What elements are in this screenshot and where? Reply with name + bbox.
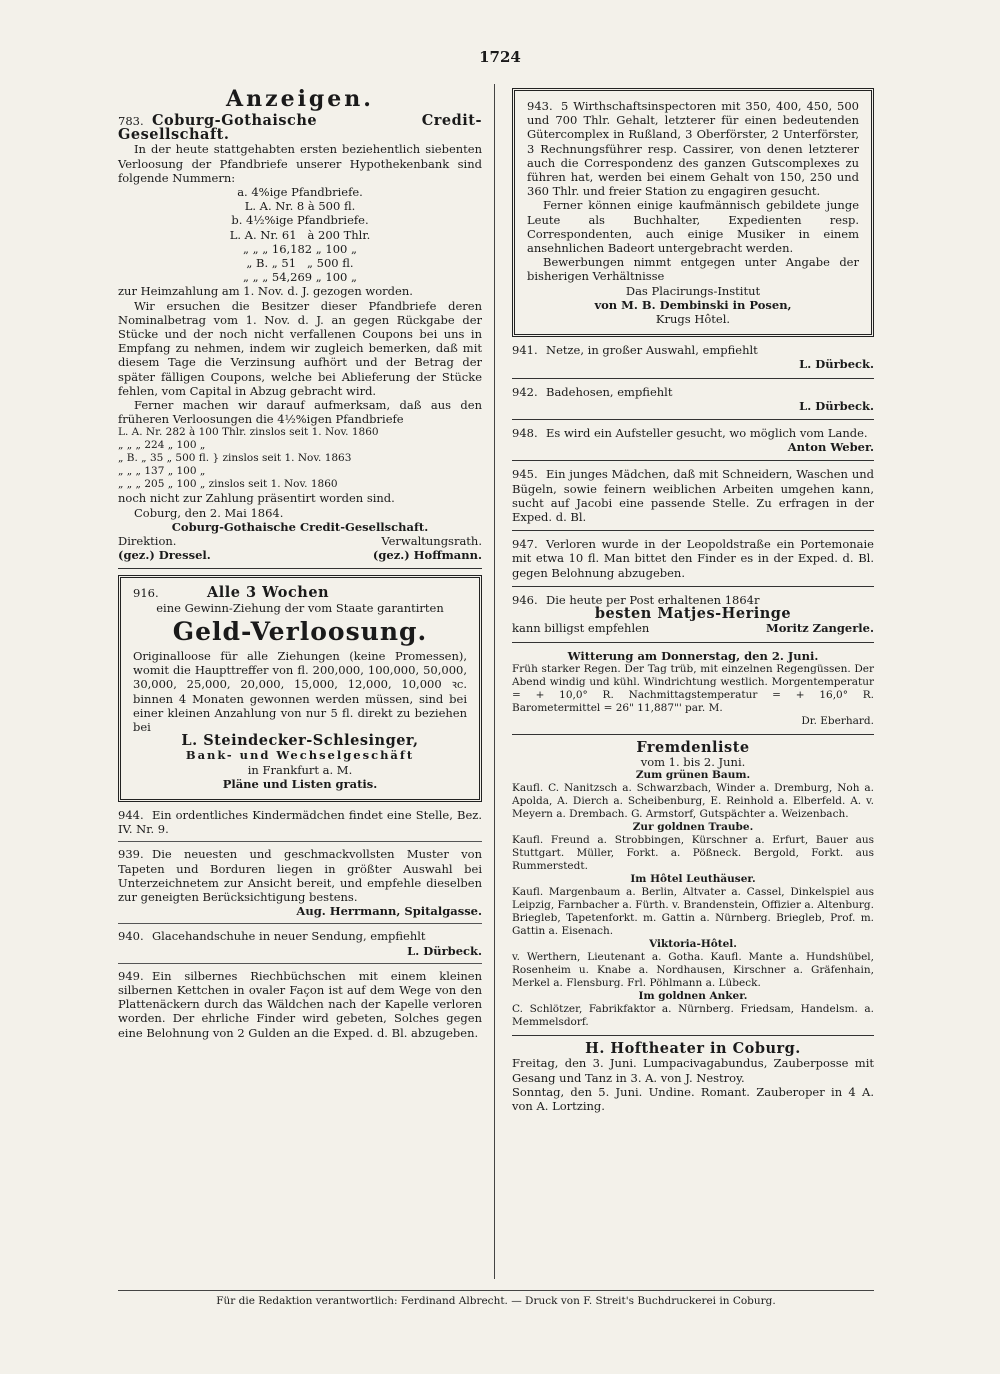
ad-signature: Das Placirungs-Institut bbox=[625, 283, 761, 298]
section-heading: Anzeigen. bbox=[226, 86, 374, 112]
ad-text: Wir ersuchen die Besitzer dieser Pfandbriefe deren Nominalbetrag vom 1. Nov. d. J. an gegen Rückgabe der Stücke und der noch nicht verfallenen Coupons bei uns in Empfang zu nehmen, indem wir zugleich bemerken, daß mit diesem Tage die Verzinsung aufhört und der Betrag der später fälligen Coupons, welche bei Ablieferung der Stücke fehlen, vom Capital in Abzug gebracht wird. bbox=[118, 298, 482, 398]
ad-number: 783. bbox=[118, 114, 144, 128]
divider bbox=[118, 963, 482, 964]
ad-text: noch nicht zur Zahlung präsentirt worden sind. bbox=[118, 491, 395, 506]
bond-line: L. A. Nr. 61 à 200 Thlr. bbox=[229, 227, 371, 242]
bond-line: „ „ „ 224 „ 100 „ bbox=[118, 439, 206, 452]
bond-line: „ „ „ 54,269 „ 100 „ bbox=[243, 270, 357, 285]
divider bbox=[118, 568, 482, 569]
left-column bbox=[118, 84, 482, 1040]
ad-text: Es wird ein Aufsteller gesucht, wo möglich vom Lande. bbox=[546, 426, 868, 441]
theater-program bbox=[512, 1042, 874, 1113]
bond-line: „ B. „ 35 „ 500 fl. } zinslos seit 1. Nov. 1863 bbox=[118, 452, 352, 465]
ad-number: 946. bbox=[512, 592, 538, 607]
signature-role: Direktion. bbox=[118, 534, 177, 549]
divider bbox=[512, 460, 874, 461]
ad-783 bbox=[118, 114, 482, 562]
guest-list-title: Fremdenliste bbox=[636, 738, 750, 756]
column-divider bbox=[494, 84, 495, 1279]
firm-city: in Frankfurt a. M. bbox=[247, 762, 353, 777]
bond-class-a: a. 4%ige Pfandbriefe. bbox=[237, 185, 363, 200]
ad-number: 943. bbox=[527, 99, 553, 113]
bond-line: „ „ „ 16,182 „ 100 „ bbox=[243, 241, 357, 256]
ad-signature: L. Dürbeck. bbox=[407, 943, 482, 958]
ad-text: Die heute per Post erhaltenen 1864r bbox=[546, 592, 760, 607]
ad-946 bbox=[512, 593, 874, 636]
ad-signature: L. Dürbeck. bbox=[799, 357, 874, 372]
ad-signature: Aug. Herrmann, Spitalgasse. bbox=[296, 904, 482, 919]
divider bbox=[512, 642, 874, 643]
imprint-footer: Für die Redaktion verantwortlich: Ferdinand Albrecht. — Druck von F. Streit's Buchdruckerei in Coburg. bbox=[118, 1290, 874, 1307]
divider bbox=[512, 734, 874, 735]
bond-line: L. A. Nr. 8 à 500 fl. bbox=[244, 199, 356, 214]
divider bbox=[512, 586, 874, 587]
ad-941 bbox=[512, 343, 874, 371]
signature-role: Verwaltungsrath. bbox=[381, 534, 482, 549]
hotel-name: Im Hôtel Leuthäuser. bbox=[630, 873, 756, 886]
ad-text: Glacehandschuhe in neuer Sendung, empfiehlt bbox=[152, 929, 426, 944]
signature-roles bbox=[118, 534, 482, 548]
ad-number: 940. bbox=[118, 929, 144, 944]
ad-number: 945. bbox=[512, 467, 538, 482]
hotel-guests: C. Schlötzer, Fabrikfaktor a. Nürnberg. Friedsam, Handelsm. a. Memmelsdorf. bbox=[512, 1003, 874, 1029]
theater-line: Sonntag, den 5. Juni. Undine. Romant. Zauberoper in 4 A. von A. Lortzing. bbox=[512, 1084, 874, 1113]
bond-line: „ B. „ 51 „ 500 fl. bbox=[246, 256, 354, 271]
ad-number: 947. bbox=[512, 537, 538, 552]
divider bbox=[512, 378, 874, 379]
ad-945 bbox=[512, 467, 874, 524]
ad-text: Verloren wurde in der Leopoldstraße ein Portemonaie mit etwa 10 fl. Man bittet den Finder es in der Exped. d. Bl. gegen Belohnung abzugeben. bbox=[512, 537, 874, 580]
ad-signature: Moritz Zangerle. bbox=[766, 621, 874, 636]
ad-text: eine Gewinn-Ziehung der vom Staate garantirten bbox=[156, 600, 444, 615]
hotel-guests: Kaufl. C. Nanitzsch a. Schwarzbach, Winder a. Dremburg, Noh a. Apolda, A. Dierch a. Scheibenburg, E. Reinhold a. Elberfeld. A. v. Meyern a. Drembach. G. Armstorf, Gutspächter a. Weizenbach. bbox=[512, 782, 874, 821]
divider bbox=[512, 1035, 874, 1036]
ad-947 bbox=[512, 537, 874, 580]
ad-text: Bewerbungen nimmt entgegen unter Angabe der bisherigen Verhältnisse bbox=[527, 255, 859, 284]
ad-number: 944. bbox=[118, 807, 144, 822]
bond-line: „ „ „ 137 „ 100 „ bbox=[118, 465, 206, 478]
ad-text: zur Heimzahlung am 1. Nov. d. J. gezogen worden. bbox=[118, 284, 413, 299]
ad-number: 939. bbox=[118, 847, 144, 862]
ad-number: 949. bbox=[118, 968, 144, 983]
ad-text: kann billigst empfehlen bbox=[512, 621, 650, 636]
ad-signature: Krugs Hôtel. bbox=[655, 312, 731, 327]
ad-940 bbox=[118, 929, 482, 957]
ad-number: 941. bbox=[512, 343, 538, 358]
ad-text: Ferner machen wir darauf aufmerksam, daß aus den früheren Verloosungen die 4½%igen Pfandbriefe bbox=[118, 398, 482, 427]
ad-944 bbox=[118, 808, 482, 836]
ad-text: In der heute stattgehabten ersten beziehentlich siebenten Verloosung der Pfandbriefe unserer Hypothekenbank sind folgende Nummern: bbox=[118, 142, 482, 185]
ad-footer-row bbox=[512, 621, 874, 635]
ad-note: Pläne und Listen gratis. bbox=[222, 776, 378, 791]
divider bbox=[118, 923, 482, 924]
signature-name: (gez.) Dressel. bbox=[118, 548, 211, 563]
hotel-name: Zum grünen Baum. bbox=[635, 769, 751, 782]
ad-signature: von M. B. Dembinski in Posen, bbox=[594, 297, 792, 312]
bond-line: „ „ „ 205 „ 100 „ zinslos seit 1. Nov. 1860 bbox=[118, 478, 338, 491]
ad-948 bbox=[512, 426, 874, 454]
ad-number: 916. bbox=[133, 586, 159, 601]
ad-943-box bbox=[512, 88, 874, 337]
divider bbox=[118, 841, 482, 842]
page-number: 1724 bbox=[479, 48, 521, 66]
ad-text: Ein silbernes Riechbüchschen mit einem kleinen silbernen Kettchen in ovaler Façon ist auf dem Wege von den Plattenäckern durch das Wäldchen nach der Kapelle verloren worden. Der ehrliche Finder wird gebeten, Solches gegen eine Belohnung von 2 Gulden an die Exped. d. Bl. abzugeben. bbox=[118, 968, 482, 1040]
hotel-name: Im goldnen Anker. bbox=[638, 990, 748, 1003]
weather-title: Witterung am Donnerstag, den 2. Juni. bbox=[567, 648, 819, 663]
ad-number: 948. bbox=[512, 426, 538, 441]
ad-signature: L. Dürbeck. bbox=[799, 398, 874, 413]
hotel-name: Zur goldnen Traube. bbox=[632, 821, 754, 834]
ad-939 bbox=[118, 847, 482, 918]
hotel-name: Viktoria-Hôtel. bbox=[649, 938, 737, 951]
hotel-guests: Kaufl. Freund a. Strobbingen, Kürschner a. Erfurt, Bauer aus Stuttgart. Müller, Forkt. a. Pößneck. Bergold, Forkt. aus Rummerstedt. bbox=[512, 834, 874, 873]
ad-text: 5 Wirthschaftsinspectoren mit 350, 400, 450, 500 und 700 Thlr. Gehalt, letzterer für einen bedeutenden Gütercomplex in Rußland, 3 Oberförster, 2 Unterförster, 3 Rechnungsführer resp. Cassirer, von denen letzterer auch die Correspondenz des ganzen Gutscomplexes zu führen hat, werden bei einem Gehalt von 150, 250 und 360 Thlr. und freier Station zu engagiren gesucht. bbox=[527, 99, 859, 199]
guest-list-dates: vom 1. bis 2. Juni. bbox=[640, 754, 746, 769]
ad-text: Badehosen, empfiehlt bbox=[546, 384, 673, 399]
ad-text: Die neuesten und geschmackvollsten Muster von Tapeten und Borduren liegen in größter Auswahl bei Unterzeichnetem zur Ansicht bereit, und empfehle dieselben zur geneigten Berücksichtigung bestens. bbox=[118, 847, 482, 904]
signature-names bbox=[118, 548, 482, 562]
ad-text: Netze, in großer Auswahl, empfiehlt bbox=[546, 343, 758, 358]
ad-title: Alle 3 Wochen bbox=[207, 584, 330, 602]
weather-text: Früh starker Regen. Der Tag trüb, mit einzelnen Regengüssen. Der Abend windig und kühl. Windrichtung westlich. Morgentemperatur = + 10,0° R. Nachmittagstemperatur = + 16,0° R. Barometermittel = 26" 11,887"' par. M. bbox=[512, 662, 874, 714]
hotel-guests: Kaufl. Margenbaum a. Berlin, Altvater a. Cassel, Dinkelspiel aus Leipzig, Farnbacher a. Fürth. v. Brandenstein, Offizier a. Altenburg. Briegleb, Tapetenforkt. m. Gattin a. Nürnberg. Briegleb, Prof. m. Gattin a. Eisenach. bbox=[512, 886, 874, 938]
bond-class-b: b. 4½%ige Pfandbriefe. bbox=[231, 213, 369, 228]
ad-916-box bbox=[118, 575, 482, 801]
theater-title: H. Hoftheater in Coburg. bbox=[585, 1040, 801, 1058]
ad-text: Ferner können einige kaufmännisch gebildete junge Leute als Buchhalter, Expedienten resp. Correspondenten, auch einige Musiker in einem ansehnlichen Badeort untergebracht werden. bbox=[527, 198, 859, 256]
ad-headline: besten Matjes-Heringe bbox=[594, 605, 792, 623]
divider bbox=[512, 530, 874, 531]
weather-report bbox=[512, 649, 874, 728]
theater-line: Freitag, den 3. Juni. Lumpacivagabundus, Zauberposse mit Gesang und Tanz in 3. A. von J. Nestroy. bbox=[512, 1056, 874, 1085]
ad-text: Ein junges Mädchen, daß mit Schneidern, Waschen und Bügeln, sowie feinern weiblichen Arbeiten umgehen kann, sucht auf Jacobi eine passende Stelle. Zu erfragen in der Exped. d. Bl. bbox=[512, 467, 874, 525]
signature-name: (gez.) Hoffmann. bbox=[372, 548, 482, 563]
ad-text: Originalloose für alle Ziehungen (keine Promessen), womit die Haupttreffer von fl. 200,000, 100,000, 50,000, 30,000, 25,000, 20,000, 15,000, 12,000, 10,000 ꝛc. binnen 4 Monaten gewonnen werden müssen, sind bei einer kleinen Anzahlung von nur 5 fl. direkt zu beziehen bei bbox=[133, 648, 467, 734]
ad-signature: Anton Weber. bbox=[787, 440, 874, 455]
signature-heading: Coburg-Gothaische Credit-Gesellschaft. bbox=[171, 519, 429, 534]
bond-line: L. A. Nr. 282 à 100 Thlr. zinslos seit 1. Nov. 1860 bbox=[118, 426, 379, 439]
ad-942 bbox=[512, 385, 874, 413]
weather-signature: Dr. Eberhard. bbox=[801, 714, 874, 727]
firm-name: L. Steindecker-Schlesinger, bbox=[181, 732, 419, 750]
firm-type: Bank- und Wechselgeschäft bbox=[185, 748, 415, 763]
ad-headline: Geld-Verloosung. bbox=[172, 616, 428, 646]
hotel-guests: v. Werthern, Lieutenant a. Gotha. Kaufl. Mante a. Hundshübel, Rosenheim u. Knabe a. Nordhausen, Kirschner a. Gräfenhain, Merkel a. Flensburg. Frl. Pöhlmann a. Lübeck. bbox=[512, 951, 874, 990]
ad-date: Coburg, den 2. Mai 1864. bbox=[134, 505, 284, 520]
guest-list bbox=[512, 738, 874, 1029]
ad-949 bbox=[118, 969, 482, 1040]
ad-title: Coburg-Gothaische Credit-Gesellschaft. bbox=[118, 112, 482, 144]
ad-text: Ein ordentliches Kindermädchen findet eine Stelle, Bez. IV. Nr. 9. bbox=[118, 807, 482, 837]
divider bbox=[512, 419, 874, 420]
ad-number: 942. bbox=[512, 384, 538, 399]
right-column bbox=[512, 84, 874, 1113]
